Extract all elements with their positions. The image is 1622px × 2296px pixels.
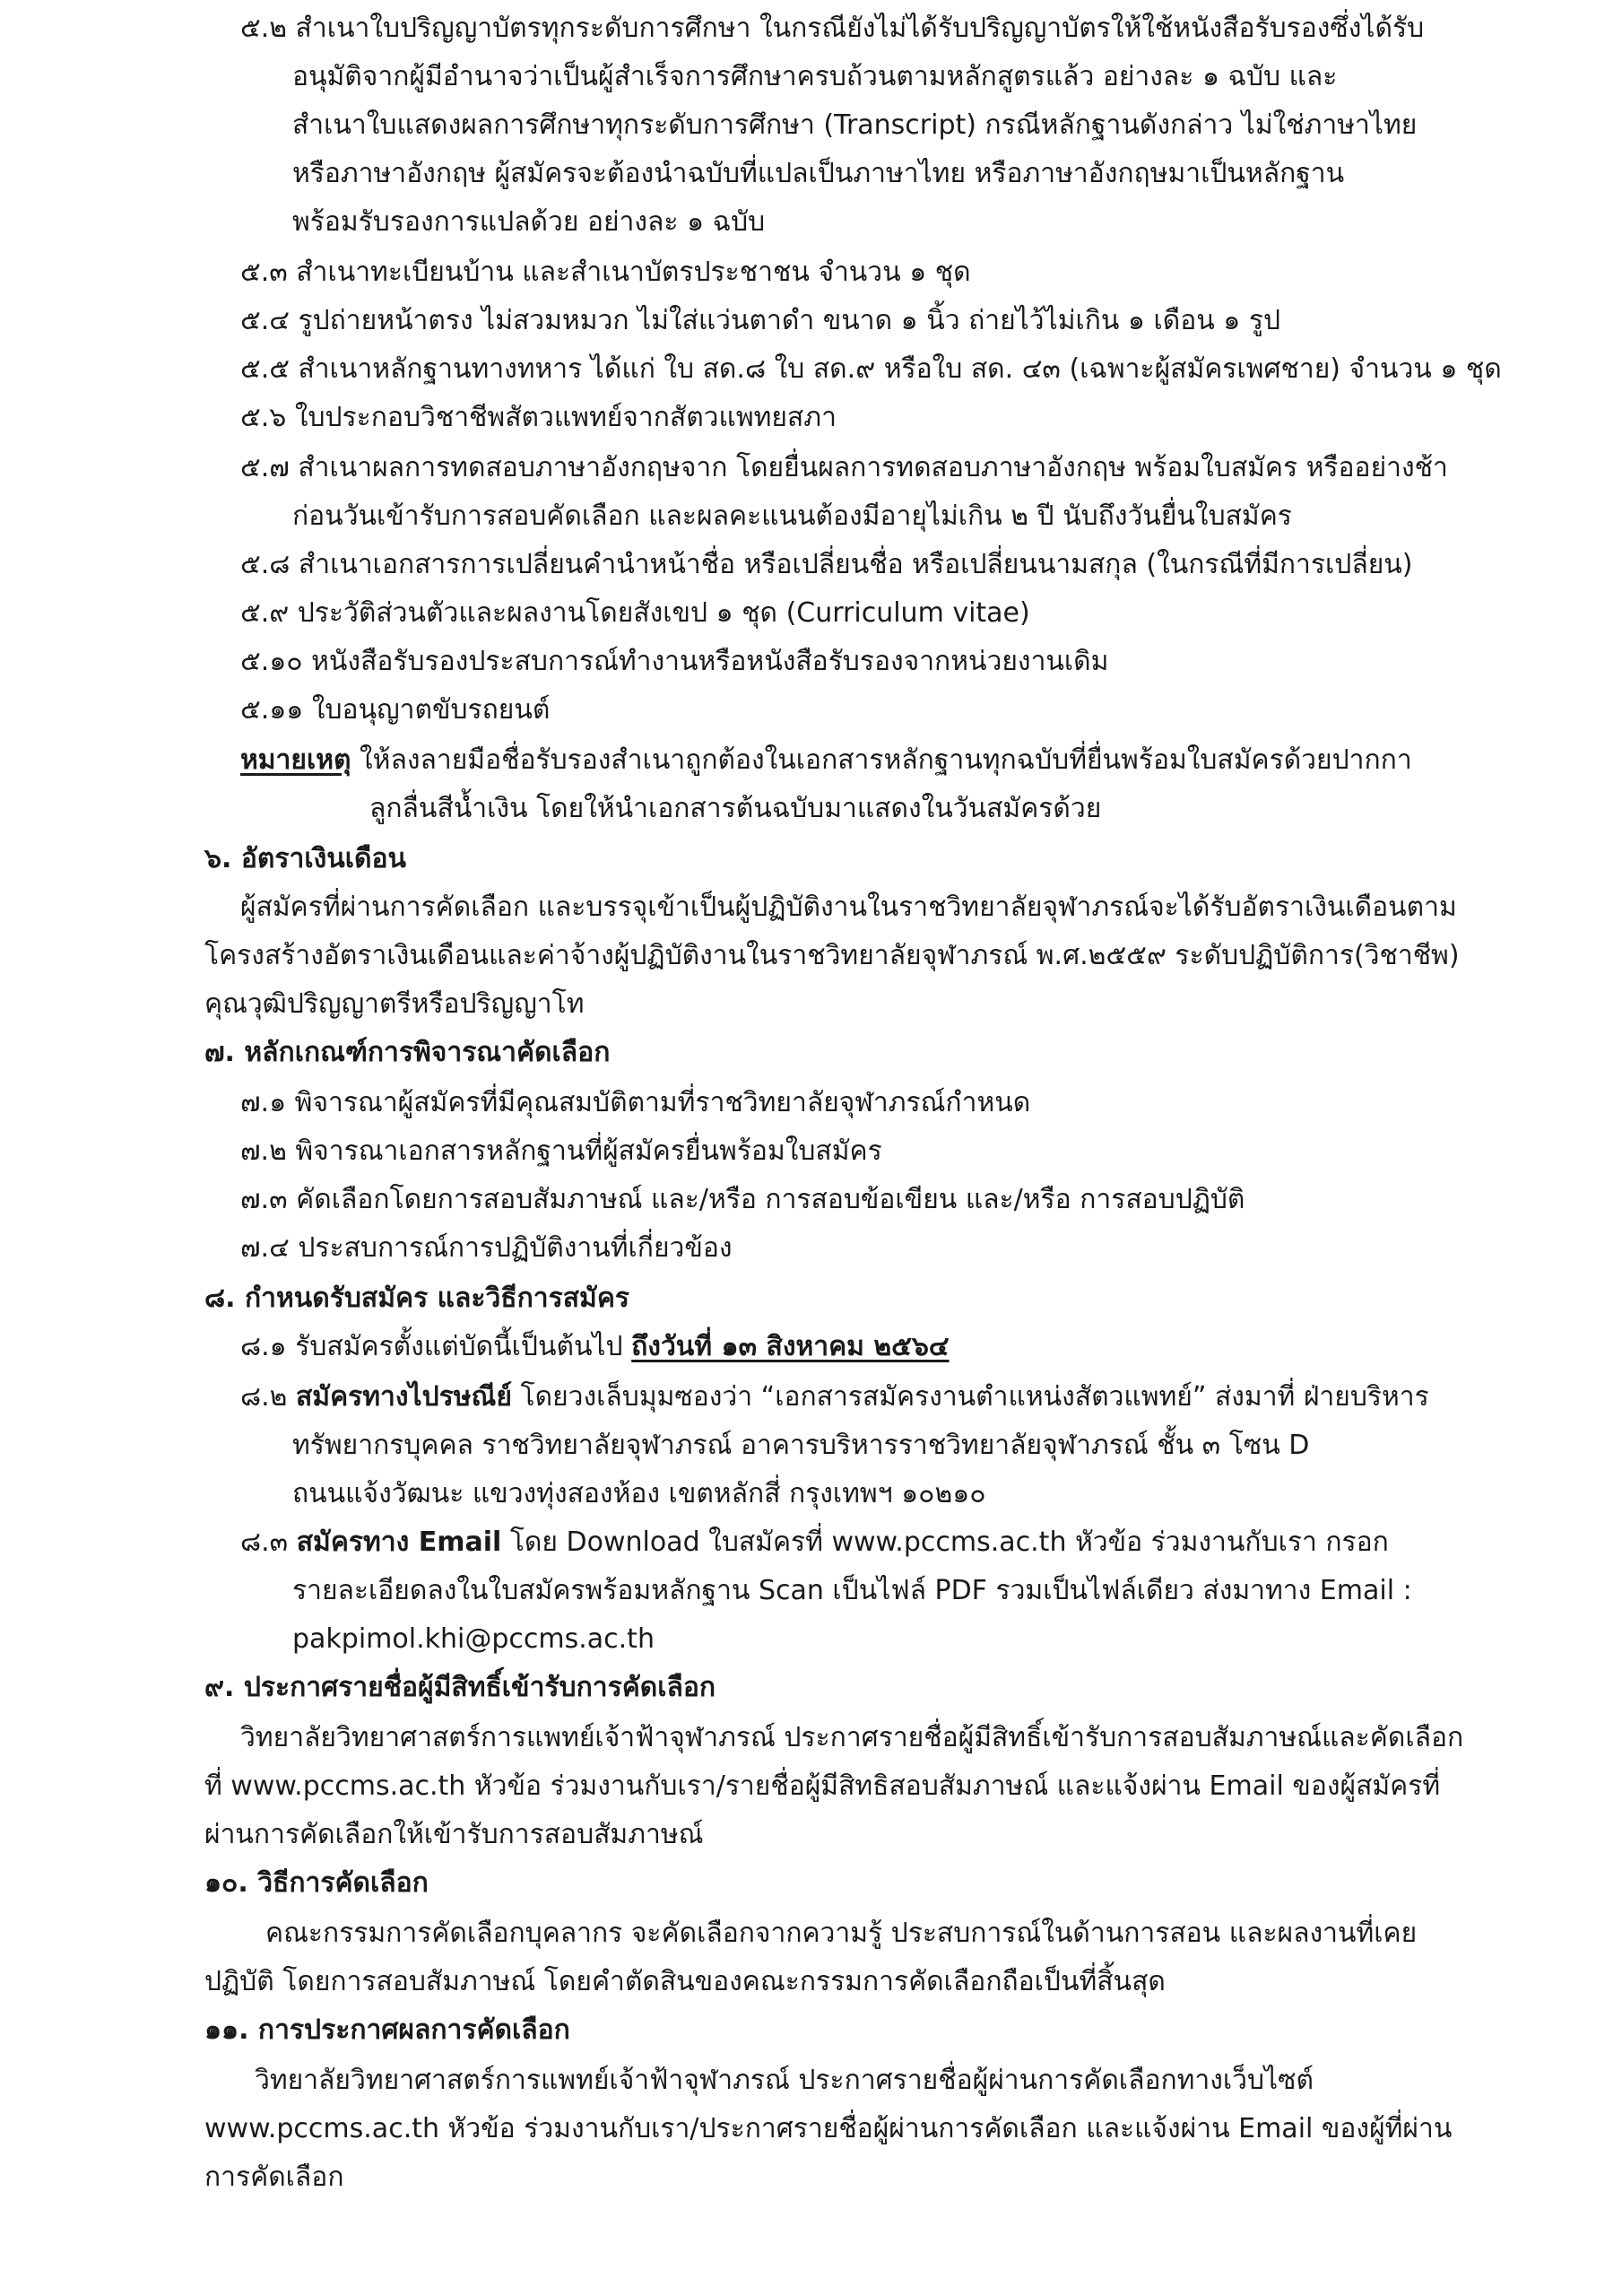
section-6-line-2: โครงสร้างอัตราเงินเดือนและค่าจ้างผู้ปฏิบัติงานในราชวิทยาลัยจุฬาภรณ์ พ.ศ.๒๕๕๙ ระดับปฏิบัติการ(วิชาชีพ) <box>204 940 1460 971</box>
remark-label: หมายเหตุ <box>240 744 351 776</box>
item-8-2-prefix: ๘.๒ <box>240 1381 296 1413</box>
item-8-3-email: pakpimol.khi@pccms.ac.th <box>292 1623 655 1655</box>
remark-text-1: ให้ลงลายมือชื่อรับรองสำเนาถูกต้องในเอกสารหลักฐานทุกฉบับที่ยื่นพร้อมใบสมัครด้วยปากกา <box>351 744 1412 776</box>
item-8-1-deadline: ถึงวันที่ ๑๓ สิงหาคม ๒๕๖๔ <box>631 1331 950 1362</box>
item-8-1 <box>240 1329 950 1365</box>
section-9-line-1: วิทยาลัยวิทยาศาสตร์การแพทย์เจ้าฟ้าจุฬาภรณ์ ประกาศรายชื่อผู้มีสิทธิ์เข้ารับการสอบสัมภาษณ์และคัดเลือก <box>240 1722 1464 1753</box>
section-11-line-1: วิทยาลัยวิทยาศาสตร์การแพทย์เจ้าฟ้าจุฬาภรณ์ ประกาศรายชื่อผู้ผ่านการคัดเลือกทางเว็บไซต์ <box>255 2065 1314 2096</box>
item-5-5: ๕.๕ สำเนาหลักฐานทางทหาร ได้แก่ ใบ สด.๘ ใบ สด.๙ หรือใบ สด. ๔๓ (เฉพาะผู้สมัครเพศชาย) จำนวน ๑ ชุด <box>240 353 1502 385</box>
item-8-1-text: ๘.๑ รับสมัครตั้งแต่บัดนี้เป็นต้นไป <box>240 1331 632 1362</box>
section-11-line-3: การคัดเลือก <box>204 2161 344 2193</box>
item-8-2-line-2: ทรัพยากรบุคคล ราชวิทยาลัยจุฬาภรณ์ อาคารบริหารราชวิทยาลัยจุฬาภรณ์ ชั้น ๓ โซน D <box>292 1430 1310 1461</box>
item-7-2: ๗.๒ พิจารณาเอกสารหลักฐานที่ผู้สมัครยื่นพร้อมใบสมัคร <box>240 1135 882 1167</box>
item-5-2-line-3: สำเนาใบแสดงผลการศึกษาทุกระดับการศึกษา (Transcript) กรณีหลักฐานดังกล่าว ไม่ใช่ภาษาไทย <box>292 109 1418 141</box>
item-8-3-rest: โดย Download ใบสมัครที่ www.pccms.ac.th หัวข้อ ร่วมงานกับเรา กรอก <box>501 1526 1389 1558</box>
section-10-heading: ๑๐. วิธีการคัดเลือก <box>204 1867 429 1899</box>
item-8-3-line-2: รายละเอียดลงในใบสมัครพร้อมหลักฐาน Scan เป็นไฟล์ PDF รวมเป็นไฟล์เดียว ส่งมาทาง Email : <box>292 1575 1412 1606</box>
section-9-heading: ๙. ประกาศรายชื่อผู้มีสิทธิ์เข้ารับการคัดเลือก <box>204 1672 716 1703</box>
item-5-8: ๕.๘ สำเนาเอกสารการเปลี่ยนคำนำหน้าชื่อ หรือเปลี่ยนชื่อ หรือเปลี่ยนนามสกุล (ในกรณีที่มีการเปลี่ยน) <box>240 549 1413 580</box>
item-7-1: ๗.๑ พิจารณาผู้สมัครที่มีคุณสมบัติตามที่ราชวิทยาลัยจุฬาภรณ์กำหนด <box>240 1087 1031 1118</box>
item-5-7-line-1: ๕.๗ สำเนาผลการทดสอบภาษาอังกฤษจาก โดยยื่นผลการทดสอบภาษาอังกฤษ พร้อมใบสมัคร หรืออย่างช้า <box>240 452 1448 483</box>
item-7-4: ๗.๔ ประสบการณ์การปฏิบัติงานที่เกี่ยวข้อง <box>240 1232 733 1264</box>
item-5-2-line-5: พร้อมรับรองการแปลด้วย อย่างละ ๑ ฉบับ <box>292 206 766 238</box>
item-5-2-line-1: ๕.๒ สำเนาใบปริญญาบัตรทุกระดับการศึกษา ในกรณียังไม่ได้รับปริญญาบัตรให้ใช้หนังสือรับรองซึ่งได้รับ <box>240 13 1425 44</box>
item-8-2-rest: โดยวงเล็บมุมซองว่า “เอกสารสมัครงานตำแหน่งสัตวแพทย์” ส่งมาที่ ฝ่ายบริหาร <box>511 1381 1429 1413</box>
item-5-7-line-2: ก่อนวันเข้ารับการสอบคัดเลือก และผลคะแนนต้องมีอายุไม่เกิน ๒ ปี นับถึงวันยื่นใบสมัคร <box>292 500 1292 532</box>
item-5-11: ๕.๑๑ ใบอนุญาตขับรถยนต์ <box>240 694 551 726</box>
remark-line-1 <box>240 743 1412 778</box>
section-7-heading: ๗. หลักเกณฑ์การพิจารณาคัดเลือก <box>204 1037 611 1068</box>
section-6-line-3: คุณวุฒิปริญญาตรีหรือปริญญาโท <box>204 988 585 1020</box>
section-9-line-2: ที่ www.pccms.ac.th หัวข้อ ร่วมงานกับเรา/รายชื่อผู้มีสิทธิสอบสัมภาษณ์ และแจ้งผ่าน Email ของผู้สมัครที่ <box>204 1770 1441 1802</box>
section-6-heading: ๖. อัตราเงินเดือน <box>204 843 407 874</box>
item-8-3-bold: สมัครทาง Email <box>296 1526 502 1558</box>
section-10-line-1: คณะกรรมการคัดเลือกบุคลากร จะคัดเลือกจากความรู้ ประสบการณ์ในด้านการสอน และผลงานที่เคย <box>265 1918 1418 1949</box>
item-8-2-line-3: ถนนแจ้งวัฒนะ แขวงทุ่งสองห้อง เขตหลักสี่ กรุงเทพฯ ๑๐๒๑๐ <box>292 1478 986 1509</box>
item-5-3: ๕.๓ สำเนาทะเบียนบ้าน และสำเนาบัตรประชาชน จำนวน ๑ ชุด <box>240 257 971 288</box>
item-8-2-bold: สมัครทางไปรษณีย์ <box>296 1381 512 1413</box>
item-5-2-line-2: อนุมัติจากผู้มีอำนาจว่าเป็นผู้สำเร็จการศึกษาครบถ้วนตามหลักสูตรแล้ว อย่างละ ๑ ฉบับ และ <box>292 61 1338 92</box>
item-5-6: ๕.๖ ใบประกอบวิชาชีพสัตวแพทย์จากสัตวแพทยสภา <box>240 402 837 433</box>
section-8-heading: ๘. กำหนดรับสมัคร และวิธีการสมัคร <box>204 1283 630 1314</box>
section-10-line-2: ปฏิบัติ โดยการสอบสัมภาษณ์ โดยคำตัดสินของคณะกรรมการคัดเลือกถือเป็นที่สิ้นสุด <box>204 1966 1166 1997</box>
section-9-line-3: ผ่านการคัดเลือกให้เข้ารับการสอบสัมภาษณ์ <box>204 1819 704 1850</box>
remark-line-2: ลูกลื่นสีน้ำเงิน โดยให้นำเอกสารต้นฉบับมาแสดงในวันสมัครด้วย <box>369 793 1102 824</box>
item-8-2-line-1 <box>240 1379 1429 1415</box>
item-5-10: ๕.๑๐ หนังสือรับรองประสบการณ์ทำงานหรือหนังสือรับรองจากหน่วยงานเดิม <box>240 646 1109 677</box>
section-11-heading: ๑๑. การประกาศผลการคัดเลือก <box>204 2014 570 2046</box>
item-5-2-line-4: หรือภาษาอังกฤษ ผู้สมัครจะต้องนำฉบับที่แปลเป็นภาษาไทย หรือภาษาอังกฤษมาเป็นหลักฐาน <box>292 158 1345 189</box>
item-8-3-prefix: ๘.๓ <box>240 1526 297 1558</box>
item-5-9: ๕.๙ ประวัติส่วนตัวและผลงานโดยสังเขป ๑ ชุด (Curriculum vitae) <box>240 597 1030 629</box>
section-11-line-2: www.pccms.ac.th หัวข้อ ร่วมงานกับเรา/ประกาศรายชื่อผู้ผ่านการคัดเลือก และแจ้งผ่าน Email ของผู้ที่ผ่าน <box>204 2113 1453 2144</box>
section-6-line-1: ผู้สมัครที่ผ่านการคัดเลือก และบรรจุเข้าเป็นผู้ปฏิบัติงานในราชวิทยาลัยจุฬาภรณ์จะได้รับอัตราเงินเดือนตาม <box>240 891 1457 923</box>
item-8-3-line-1 <box>240 1525 1389 1561</box>
item-5-4: ๕.๔ รูปถ่ายหน้าตรง ไม่สวมหมวก ไม่ใส่แว่นตาดำ ขนาด ๑ นิ้ว ถ่ายไว้ไม่เกิน ๑ เดือน ๑ รูป <box>240 305 1281 336</box>
item-7-3: ๗.๓ คัดเลือกโดยการสอบสัมภาษณ์ และ/หรือ การสอบข้อเขียน และ/หรือ การสอบปฏิบัติ <box>240 1184 1245 1215</box>
